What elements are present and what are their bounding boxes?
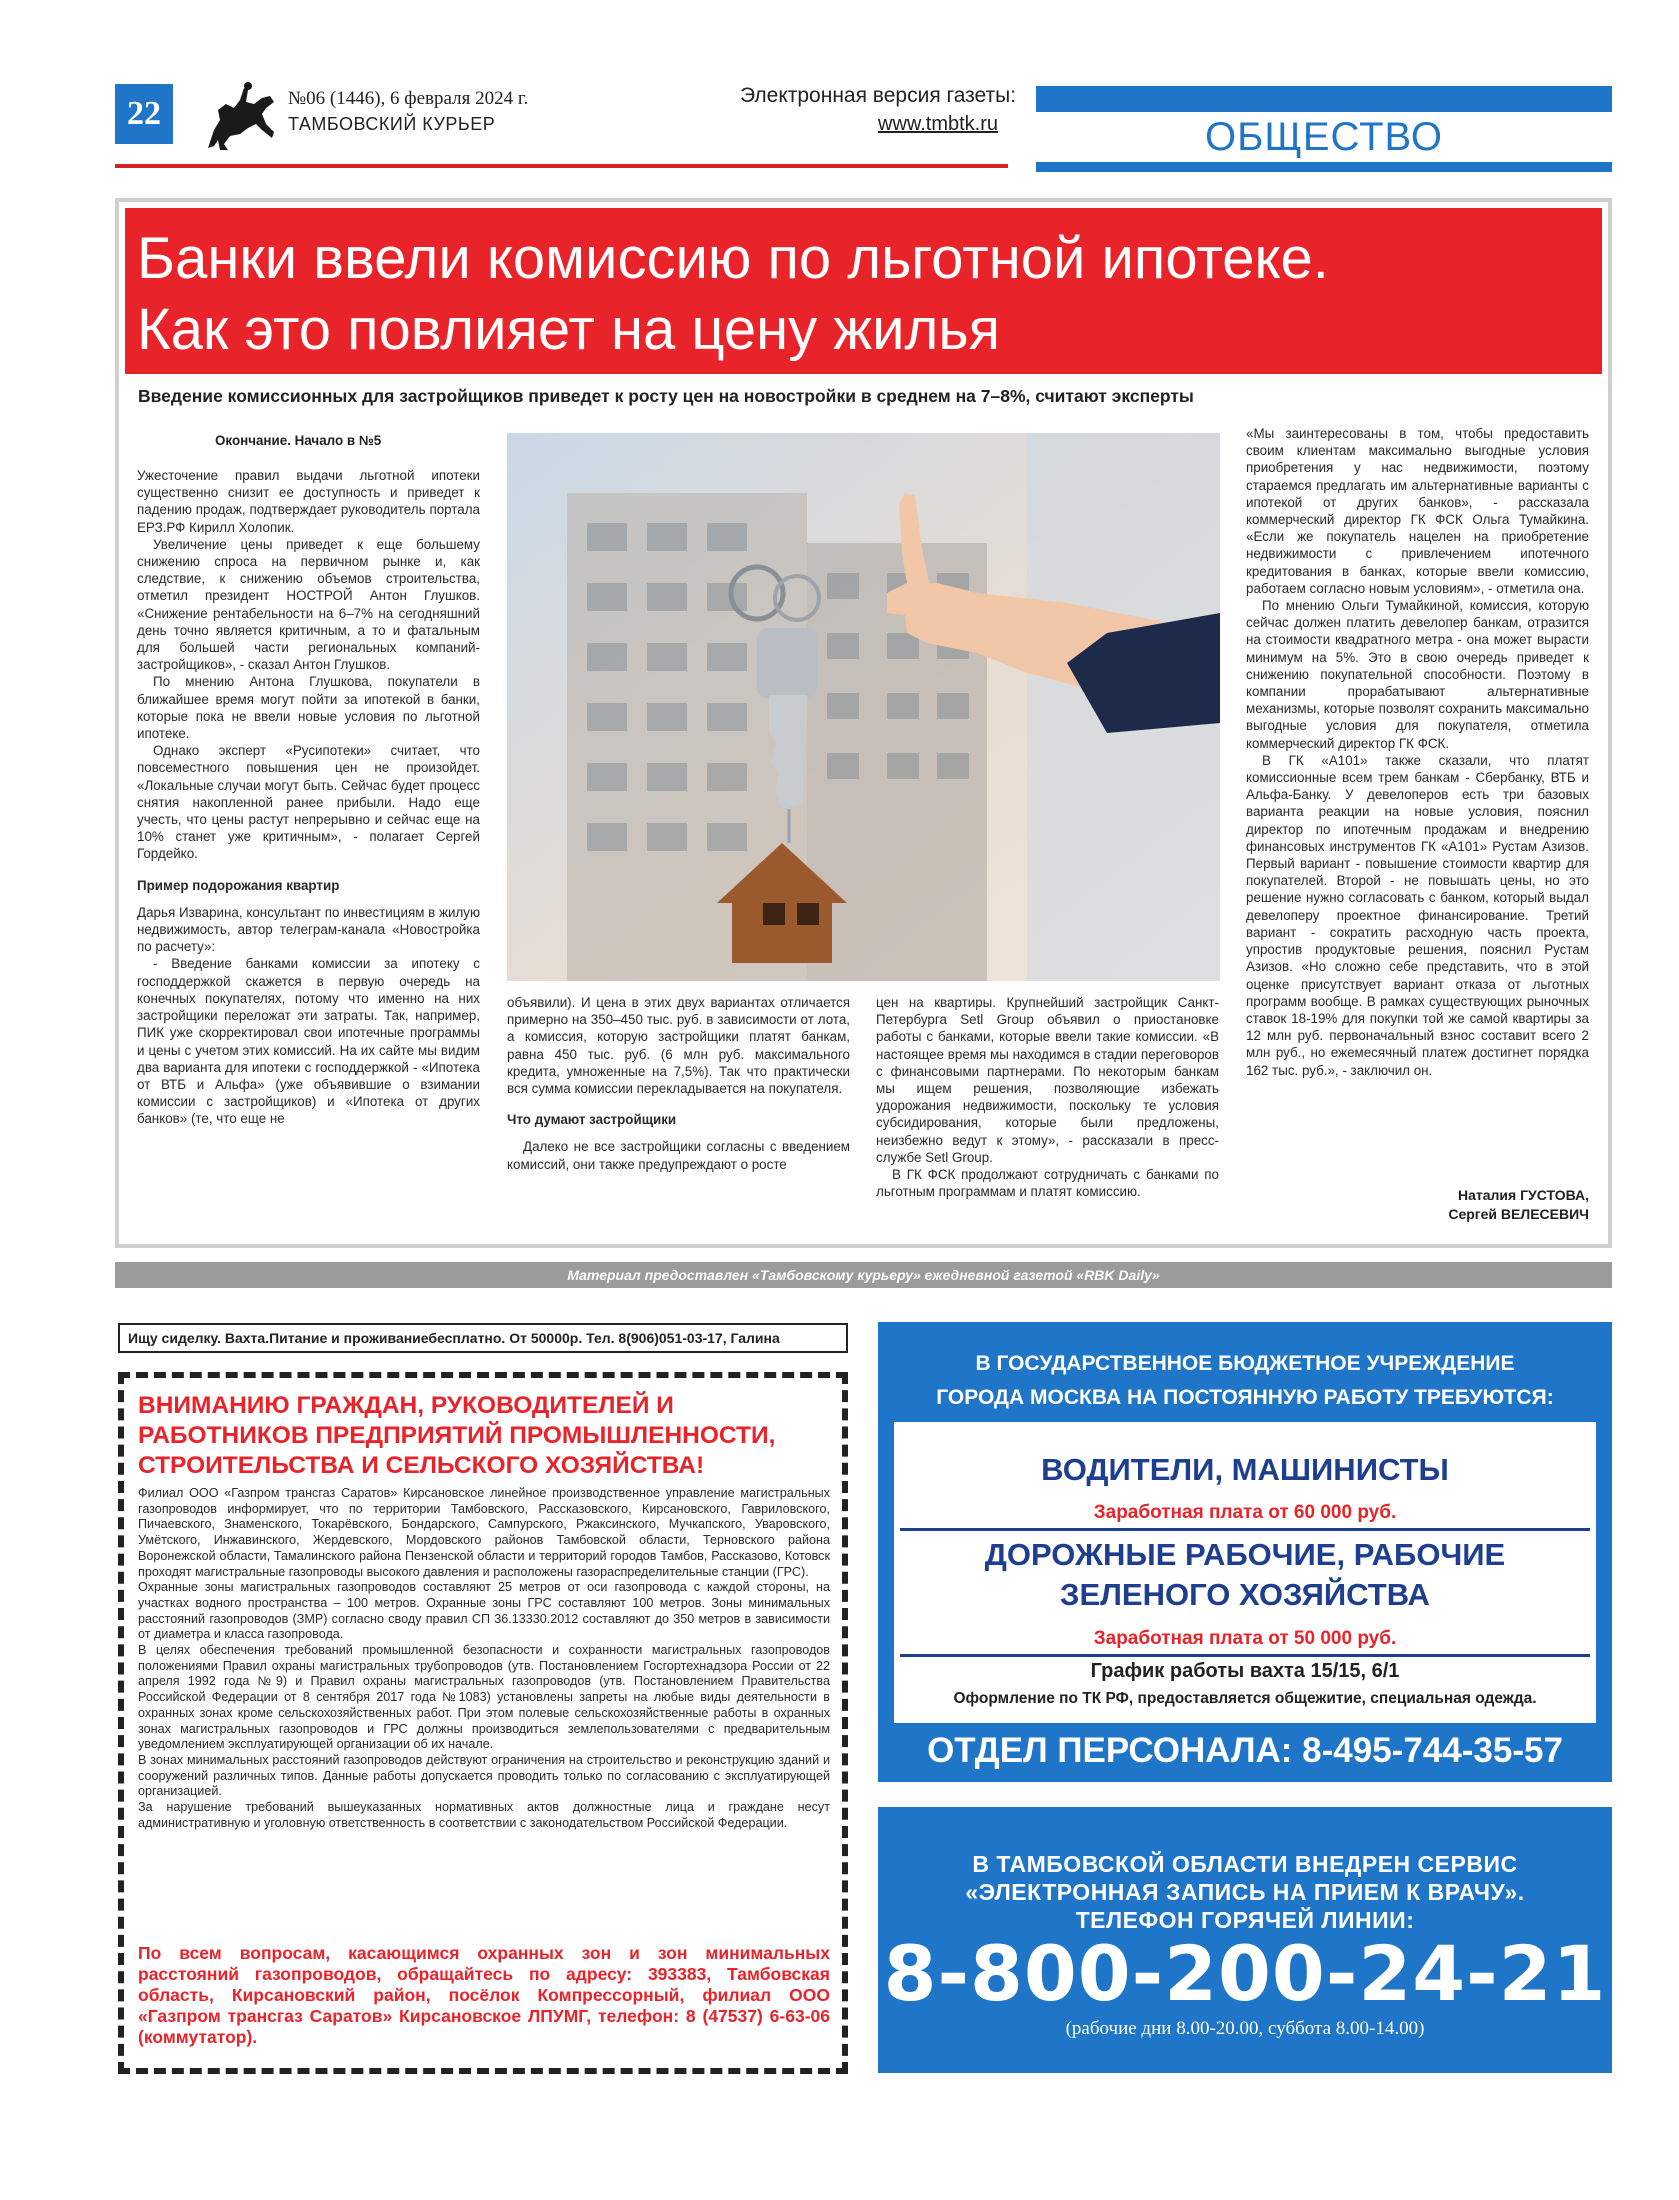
article-subhead: Введение комиссионных для застройщиков приведет к росту цен на новостройки в среднем на 7–8%, считают эксперты: [138, 386, 1194, 406]
epaper-label: Электронная версия газеты:: [740, 84, 1017, 107]
article-column-3: [876, 994, 1219, 1200]
section-title: ОБЩЕСТВО: [1036, 112, 1612, 162]
jobs-header-line-2: ГОРОДА МОСКВА НА ПОСТОЯННУЮ РАБОТУ ТРЕБУЮТСЯ:: [936, 1386, 1554, 1409]
hotline-hours: (рабочие дни 8.00-20.00, суббота 8.00-14.00): [1065, 2018, 1425, 2039]
job-role-line-1: ДОРОЖНЫЕ РАБОЧИЕ, РАБОЧИЕ: [984, 1537, 1506, 1572]
paragraph: Филиал ООО «Газпром трансгаз Саратов» Кирсановское линейное производственное управление магистральных газопроводов информирует, что по территории Тамбовского, Рассказовского, Кирсановского, Гавриловского, Пичаевского, Знаменского, Токарёвского, Бондарского, Сампурского, Ржаксинского, Мучкапского, Уваровского, Умётского, Инжавинского, Жердевского, Мордовского районов Тамбовской области, Терновского района Воронежской области, Тамалинского района Пензенской области и территорий городов Тамбов, Рассказово, Котовск проходят магистральные газопроводы высокого давления и расположены газораспределительные станции (ГРС).: [138, 1486, 830, 1579]
headline-line-2: Как это повлияет на цену жилья: [137, 297, 1000, 362]
section-heading: Что думают застройщики: [507, 1112, 677, 1128]
paragraph: По мнению Ольги Тумайкиной, комиссия, которую сейчас должен платить девелопер банкам, отразится на стоимости квадратного метра - она может вырасти минимум на 5%. Это в свою очередь приведет к снижению покупательной способности. Поэтому в компании прорабатывают альтернативные механизмы, которые позволят сохранить максимально выгодные условия для покупателя, отметила коммерческий директор ГК ФСК.: [1246, 598, 1589, 751]
byline-author-2: Сергей ВЕЛЕСЕВИЧ: [1448, 1206, 1589, 1222]
paragraph: По мнению Антона Глушкова, покупатели в ближайшее время могут пойти за ипотекой в банки, которые пока не ввели новые условия по льготной ипотеке.: [137, 674, 480, 742]
jobs-phone: ОТДЕЛ ПЕРСОНАЛА: 8-495-744-35-57: [927, 1731, 1563, 1770]
article-column-4: [1246, 425, 1589, 1079]
issue-info: №06 (1446), 6 февраля 2024 г.: [288, 88, 529, 109]
article-column-2: [507, 994, 850, 1173]
jobs-schedule: График работы вахта 15/15, 6/1: [1090, 1660, 1400, 1682]
job-role-line-2: ЗЕЛЕНОГО ХОЗЯЙСТВА: [1060, 1577, 1430, 1612]
gas-notice-title: ВНИМАНИЮ ГРАЖДАН, РУКОВОДИТЕЛЕЙ И РАБОТНИКОВ ПРЕДПРИЯТИЙ ПРОМЫШЛЕННОСТИ, СТРОИТЕЛЬСТВА И СЕЛЬСКОГО ХОЗЯЙСТВА!: [138, 1392, 776, 1479]
jobs-divider: [900, 1528, 1590, 1531]
classified-ad: Ищу сиделку. Вахта.Питание и проживаниебесплатно. От 50000р. Тел. 8(906)051-03-17, Галина: [118, 1323, 848, 1353]
jobs-terms: Оформление по ТК РФ, предоставляется общежитие, специальная одежда.: [953, 1690, 1537, 1707]
paragraph: В ГК «А101» также сказали, что платят комиссионные всем трем банкам - Сбербанку, ВТБ и Альфа-Банку. У девелоперов есть три базовых варианта реакции на новые условия, пояснил директор по ипотечным продажам и внедрению финансовых инструментов ГК «А101» Рустам Азизов. Первый вариант - повышение стоимости квартир для покупателей. Второй - не повышать цены, но это решение нужно согласовать с банком, который выдал девелоперу проектное финансирование. Третий вариант - сократить расходную часть проекта, упростив продуктовые решения, пояснил Рустам Азизов. «Но сложно себе представить, что в этой оценке присутствует вариант отказа от льготных программ вообще. В рамках существующих рыночных ставок 18-19% для покупки той же самой квартиры за 12 млн руб. первоначальный взнос составит всего 2 млн руб., но ежемесячный платеж достигнет порядка 162 тыс. руб.», - заключил он.: [1246, 752, 1589, 1078]
key-house-photo: [507, 433, 1220, 981]
header-divider: [115, 164, 1008, 168]
paragraph: объявили). И цена в этих двух вариантах отличается примерно на 350–450 тыс. руб. в зависимости от лота, а комиссия, которую застройщики платят банкам, равна 450 тыс. руб. (6 млн руб. максимального кредита, умноженные на 7,5%). Так что практически вся сумма комиссии перекладывается на покупателя.: [507, 995, 850, 1097]
jobs-divider: [900, 1654, 1590, 1657]
article-column-1: [137, 467, 480, 1128]
section-heading: Пример подорожания квартир: [137, 877, 340, 893]
paragraph: - Введение банками комиссии за ипотеку с господдержкой скажется в первую очередь на конечных покупателях, потому что именно на них застройщики переложат эти затраты. Так, например, ПИК уже скорректировал свои ипотечные программы и цены с учетом этих комиссий. На их сайте мы видим два варианта для ипотеки с господдержкой - «Ипотека от ВТБ и Альфа» (уже объявившие о взимании комиссии с застройщиков) и «Ипотека от других банков» (те, что еще не: [137, 956, 480, 1127]
paragraph: «Мы заинтересованы в том, чтобы предоставить своим клиентам максимально выгодные условия приобретения у нас недвижимости, поэтому стараемся предлагать им альтернативные варианты с ипотекой от других банков», - рассказала коммерческий директор ГК ФСК Ольга Тумайкина. «Если же покупатель нацелен на приобретение недвижимости с привлечением ипотечного кредитования в банках, которые ввели комиссию, работаем согласно новым условиям», - отметила она.: [1246, 426, 1589, 596]
doctor-ad-text: [878, 1850, 1612, 1934]
paragraph: Дарья Изварина, консультант по инвестициям в жилую недвижимость, автор телеграм-канала «Новостройка по расчету»:: [137, 904, 480, 955]
job-role-road-workers: [894, 1535, 1596, 1615]
paragraph: Однако эксперт «Русипотеки» считает, что повсеместного повышения цен не произойдет. «Локальные случаи могут быть. Сейчас будет процесс снятия накопленной ранее прибыли. Надо еще учесть, что цены растут непрерывно и сейчас еще на 10% станет уже критичным», - полагает Сергей Гордейко.: [137, 743, 480, 862]
page-number: 22: [115, 84, 173, 144]
source-note: Материал предоставлен «Тамбовскому курьеру» ежедневной газетой «RBK Daily»: [115, 1262, 1612, 1288]
byline: [1290, 1186, 1589, 1224]
paragraph: В целях обеспечения требований промышленной безопасности и сохранности магистральных газопроводов положениями Правил охраны магистральных трубопроводов (утв. Постановлением Госгортехнадзора России от 22 апреля 1992 года №9) и Правил охраны магистральных газопроводов (утв. Постановлением Правительства Российской Федерации от 8 сентября 2017 года №1083) установлены запреты на любые виды деятельности в охранных зонах кроме сельскохозяйственных работ. При этом полевые сельскохозяйственные работы в охранных зонах магистральных газопроводов и ГРС должны производиться землепользователями с предварительным уведомлением эксплуатирующей организации об их начале.: [138, 1643, 830, 1752]
paragraph: В ГК ФСК продолжают сотрудничать с банками по льготным программам и платят комиссию.: [876, 1167, 1219, 1200]
horse-rider-logo-icon: [200, 80, 280, 152]
hotline-phone: 8-800-200-24-21: [883, 1929, 1607, 2018]
job-pay-1: Заработная плата от 60 000 руб.: [1093, 1502, 1397, 1523]
paragraph: Охранные зоны магистральных газопроводов составляют 25 метров от оси газопровода с каждой стороны, на участках водного пространства – 100 метров. Охранные зоны ГРС составляют 100 метров. Зоны минимальных расстояний газопроводов (ЗМР) согласно своду правил СП 36.13330.2012 составляют до 350 метров в зависимости от диаметра и класса газопровода.: [138, 1580, 830, 1642]
doctor-ad-line-2: «ЭЛЕКТРОННАЯ ЗАПИСЬ НА ПРИЕМ К ВРАЧУ».: [965, 1879, 1525, 1905]
doctor-ad-line-1: В ТАМБОВСКОЙ ОБЛАСТИ ВНЕДРЕН СЕРВИС: [972, 1851, 1518, 1877]
job-pay-2: Заработная плата от 50 000 руб.: [1093, 1628, 1397, 1649]
continued-note: Окончание. Начало в №5: [215, 433, 382, 448]
job-role-drivers: ВОДИТЕЛИ, МАШИНИСТЫ: [1041, 1452, 1449, 1487]
paragraph: Ужесточение правил выдачи льготной ипотеки существенно снизит ее доступность и приведет к падению продаж, подтверждает руководитель портала ЕРЗ.РФ Кирилл Холопик.: [137, 468, 480, 535]
paragraph: цен на квартиры. Крупнейший застройщик Санкт-Петербурга Setl Group объявил о приостановке работы с банками, которые ввели такие комиссии. «В настоящее время мы находимся в стадии переговоров с финансовыми партнерами. По некоторым банкам мы ищем решения, позволяющие избежать удорожания недвижимости, поскольку те условия субсидирования, которые были предложены, неизбежно ведут к этому», - рассказали в пресс-службе Setl Group.: [876, 995, 1219, 1165]
doctor-ad-line-3: ТЕЛЕФОН ГОРЯЧЕЙ ЛИНИИ:: [1075, 1907, 1415, 1933]
jobs-header-line-1: В ГОСУДАРСТВЕННОЕ БЮДЖЕТНОЕ УЧРЕЖДЕНИЕ: [975, 1352, 1515, 1375]
paragraph: Далеко не все застройщики согласны с введением комиссий, они также предупреждают о росте: [507, 1139, 850, 1172]
paper-name: ТАМБОВСКИЙ КУРЬЕР: [288, 114, 496, 134]
paragraph: За нарушение требований вышеуказанных нормативных актов должностные лица и граждане несут административную и уголовную ответственность в соответствии с законодательством Российской Федерации.: [138, 1800, 830, 1830]
headline-line-1: Банки ввели комиссию по льготной ипотеке.: [137, 226, 1329, 291]
paragraph: Увеличение цены приведет к еще большему снижению спроса на первичном рынке и, как следствие, к снижению объемов строительства, отметил президент НОСТРОЙ Антон Глушков. «Снижение рентабельности на 6–7% на сегодняшний день точно является критичным, а то и фатальным для большей части региональных компаний-застройщиков», - сказал Антон Глушков.: [137, 536, 480, 673]
paragraph: В зонах минимальных расстояний газопроводов действуют ограничения на строительство и реконструкцию зданий и сооружений различных типов. Данные работы допускается проводить только по согласованию с эксплуатирующей организацией.: [138, 1752, 830, 1799]
gas-notice-contact: По всем вопросам, касающимся охранных зон и зон минимальных расстояний газопроводов, обращайтесь по адресу: 393383, Тамбовская область, Кирсановский район, посёлок Компрессорный, филиал ООО «Газпром трансгаз Саратов» Кирсановское ЛПУМГ, телефон: 8 (47537) 6-63-06 (коммутатор).: [138, 1943, 830, 2047]
epaper-link[interactable]: www.tmbtk.ru: [878, 113, 999, 135]
byline-author-1: Наталия ГУСТОВА,: [1457, 1187, 1589, 1203]
jobs-ad-header: [894, 1347, 1596, 1415]
gas-notice-body: [138, 1486, 830, 1831]
